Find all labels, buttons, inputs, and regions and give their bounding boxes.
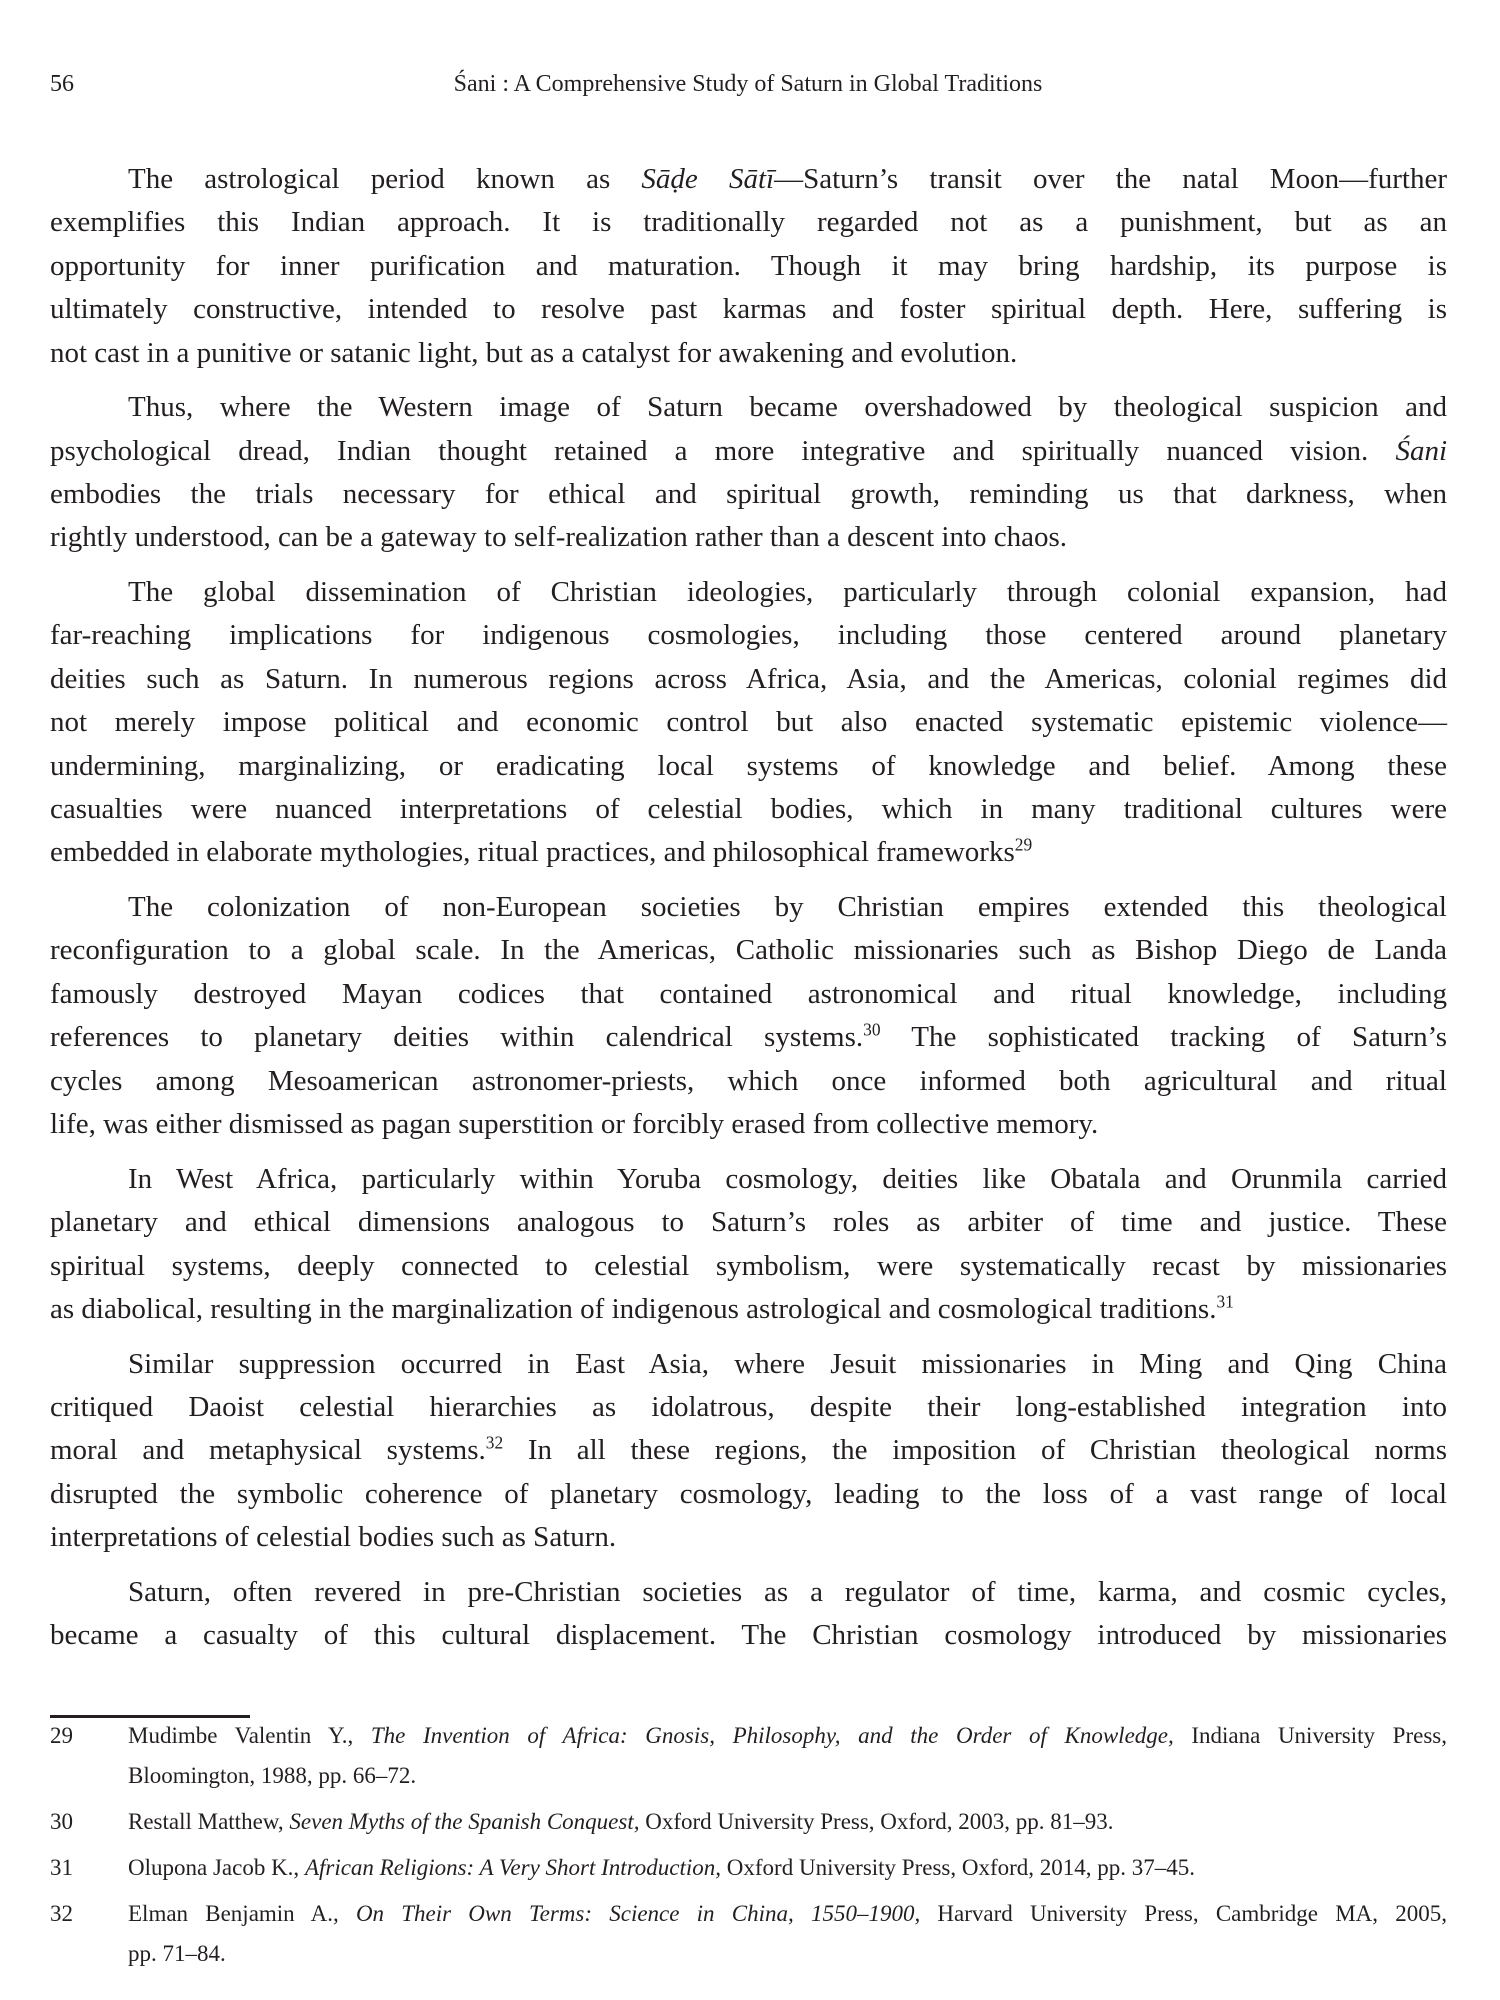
text-line <box>50 1201 1447 1244</box>
text-line <box>50 1386 1447 1429</box>
text-segment: not merely impose political and economic control but also enacted systematic epistemic violence— <box>50 706 1447 739</box>
text-segment: The astrological period known as <box>128 163 642 195</box>
text-line <box>50 288 1447 331</box>
text-line <box>50 1158 1447 1201</box>
text-line <box>50 1429 1447 1472</box>
text-line <box>50 1016 1447 1059</box>
text-segment: undermining, marginalizing, or eradicating local systems of knowledge and belief. Among these <box>50 749 1447 782</box>
text-segment: The colonization of non-European societies by Christian empires extended this theological <box>128 891 1447 924</box>
text-segment: opportunity for inner purification and maturation. Though it may bring hardship, its purpose is <box>50 249 1447 282</box>
footnote-number: 31 <box>50 1855 73 1880</box>
italic-text: African Religions: A Very Short Introduction, <box>304 1855 722 1880</box>
text-segment: critiqued Daoist celestial hierarchies as idolatrous, despite their long-established integration into <box>50 1390 1447 1423</box>
footnotes <box>50 1716 1447 1980</box>
running-title: Śani : A Comprehensive Study of Saturn in Global Traditions <box>453 71 1043 97</box>
text-line <box>50 658 1447 701</box>
text-segment: psychological dread, Indian thought retained a more integrative and spiritually nuanced vision. <box>50 434 1396 467</box>
italic-text: The Invention of Africa: Gnosis, Philosophy, and the Order of Knowledge, <box>370 1723 1174 1748</box>
text-segment: planetary and ethical dimensions analogous to Saturn’s roles as arbiter of time and justice. These <box>50 1206 1447 1239</box>
text-segment: interpretations of celestial bodies such as Saturn. <box>50 1521 617 1554</box>
text-segment: Elman Benjamin A., <box>128 1901 356 1926</box>
italic-text: Seven Myths of the Spanish Conquest, <box>289 1809 640 1834</box>
paragraph <box>50 571 1447 875</box>
text-line <box>128 1802 1447 1842</box>
footnote <box>50 1848 1447 1888</box>
text-segment: cycles among Mesoamerican astronomer-priests, which once informed both agricultural and ritual <box>50 1064 1447 1097</box>
text-line <box>50 332 1447 375</box>
text-segment: as diabolical, resulting in the marginalization of indigenous astrological and cosmological traditions. <box>50 1292 1217 1325</box>
text-segment: In West Africa, particularly within Yoruba cosmology, deities like Obatala and Orunmila carried <box>128 1162 1447 1195</box>
text-segment: Bloomington, 1988, pp. 66–72. <box>128 1763 417 1788</box>
text-segment: Mudimbe Valentin Y., <box>128 1723 371 1748</box>
text-segment: Saturn, often revered in pre-Christian societies as a regulator of time, karma, and cosmic cycles, <box>128 1575 1447 1608</box>
footnote-number: 30 <box>50 1809 73 1834</box>
text-segment: Oxford University Press, Oxford, 2014, pp. 37–45. <box>721 1855 1196 1880</box>
paragraph <box>50 1343 1447 1560</box>
footnote-reference: 30 <box>863 1019 881 1040</box>
text-line <box>50 831 1447 874</box>
text-segment: —Saturn’s transit over the natal Moon—further <box>774 163 1447 195</box>
text-segment: Thus, where the Western image of Saturn became overshadowed by theological suspicion and <box>128 391 1447 424</box>
text-line <box>50 1473 1447 1516</box>
text-segment: references to planetary deities within calendrical systems. <box>50 1021 864 1054</box>
text-segment: embodies the trials necessary for ethical and spiritual growth, reminding us that darkness, when <box>50 478 1447 511</box>
text-segment: Olupona Jacob K., <box>128 1855 305 1880</box>
text-line <box>128 1848 1447 1888</box>
text-line <box>50 571 1447 614</box>
text-segment: The sophisticated tracking of Saturn’s <box>880 1021 1447 1054</box>
text-line <box>50 973 1447 1016</box>
paragraph <box>50 158 1447 375</box>
text-segment: disrupted the symbolic coherence of planetary cosmology, leading to the loss of a vast range of local <box>50 1477 1447 1510</box>
footnote-reference: 31 <box>1216 1291 1234 1312</box>
italic-text: On Their Own Terms: Science in China, 1550–1900, <box>355 1901 921 1926</box>
text-line <box>50 201 1447 244</box>
text-segment: Restall Matthew, <box>128 1809 290 1834</box>
text-segment: exemplifies this Indian approach. It is traditionally regarded not as a punishment, but as an <box>50 206 1447 239</box>
footnote <box>50 1802 1447 1842</box>
text-line <box>50 1245 1447 1288</box>
text-line <box>50 158 1447 201</box>
text-segment: deities such as Saturn. In numerous regions across Africa, Asia, and the Americas, colonial regimes did <box>50 662 1447 695</box>
text-segment: moral and metaphysical systems. <box>50 1434 486 1467</box>
text-segment: Similar suppression occurred in East Asia, where Jesuit missionaries in Ming and Qing China <box>128 1347 1447 1380</box>
text-segment: rightly understood, can be a gateway to self-realization rather than a descent into chaos. <box>50 521 1068 554</box>
text-segment: Indiana University Press, <box>1173 1723 1447 1748</box>
page-number: 56 <box>50 71 74 97</box>
text-line <box>50 430 1447 473</box>
text-line <box>50 1343 1447 1386</box>
footnote-number: 32 <box>50 1901 73 1926</box>
text-line <box>128 1716 1447 1756</box>
text-line <box>50 1516 1447 1559</box>
text-line <box>128 1894 1447 1934</box>
text-line <box>50 386 1447 429</box>
text-line <box>50 1103 1447 1146</box>
text-segment: far-reaching implications for indigenous cosmologies, including those centered around planetary <box>50 619 1447 652</box>
paragraph <box>50 1158 1447 1332</box>
text-line <box>50 788 1447 831</box>
text-segment: famously destroyed Mayan codices that contained astronomical and ritual knowledge, including <box>50 977 1447 1010</box>
text-line <box>128 1756 1447 1796</box>
italic-text: Sāḍe Sātī <box>641 163 775 195</box>
text-segment: life, was either dismissed as pagan superstition or forcibly erased from collective memory. <box>50 1108 1099 1141</box>
text-segment: spiritual systems, deeply connected to celestial symbolism, were systematically recast by missionaries <box>50 1249 1447 1282</box>
text-line <box>50 614 1447 657</box>
text-segment: The global dissemination of Christian ideologies, particularly through colonial expansion, had <box>128 576 1447 609</box>
footnote-number: 29 <box>50 1723 73 1748</box>
text-line <box>50 701 1447 744</box>
text-line <box>50 516 1447 559</box>
text-line <box>50 245 1447 288</box>
text-line <box>50 1614 1447 1657</box>
text-segment: ultimately constructive, intended to resolve past karmas and foster spiritual depth. Here, suffering is <box>50 293 1447 326</box>
text-line <box>128 1934 1447 1974</box>
text-line <box>50 1288 1447 1331</box>
text-line <box>50 1571 1447 1614</box>
text-line <box>50 745 1447 788</box>
text-segment: embedded in elaborate mythologies, ritual practices, and philosophical frameworks <box>50 836 1015 869</box>
text-line <box>50 929 1447 972</box>
text-segment: became a casualty of this cultural displacement. The Christian cosmology introduced by missionaries <box>50 1619 1447 1652</box>
paragraph <box>50 386 1447 560</box>
footnote-reference: 32 <box>485 1432 504 1453</box>
text-line <box>50 1060 1447 1103</box>
italic-text: Śani <box>1395 434 1447 467</box>
paragraph <box>50 1571 1447 1658</box>
text-segment: not cast in a punitive or satanic light, but as a catalyst for awakening and evolution. <box>50 336 1018 369</box>
footnote <box>50 1894 1447 1974</box>
paragraph <box>50 886 1447 1146</box>
text-segment: Oxford University Press, Oxford, 2003, pp. 81–93. <box>639 1809 1114 1834</box>
text-segment: reconfiguration to a global scale. In the Americas, Catholic missionaries such as Bishop Diego de Landa <box>50 934 1447 967</box>
footnote-reference: 29 <box>1014 835 1033 856</box>
text-segment: Harvard University Press, Cambridge MA, 2005, <box>920 1901 1447 1926</box>
text-segment: casualties were nuanced interpretations of celestial bodies, which in many traditional cultures were <box>50 793 1447 826</box>
text-segment: pp. 71–84. <box>128 1941 226 1966</box>
footnote <box>50 1716 1447 1796</box>
text-line <box>50 473 1447 516</box>
text-line <box>50 886 1447 929</box>
text-segment: In all these regions, the imposition of Christian theological norms <box>503 1434 1447 1467</box>
body-text <box>50 158 1447 1669</box>
